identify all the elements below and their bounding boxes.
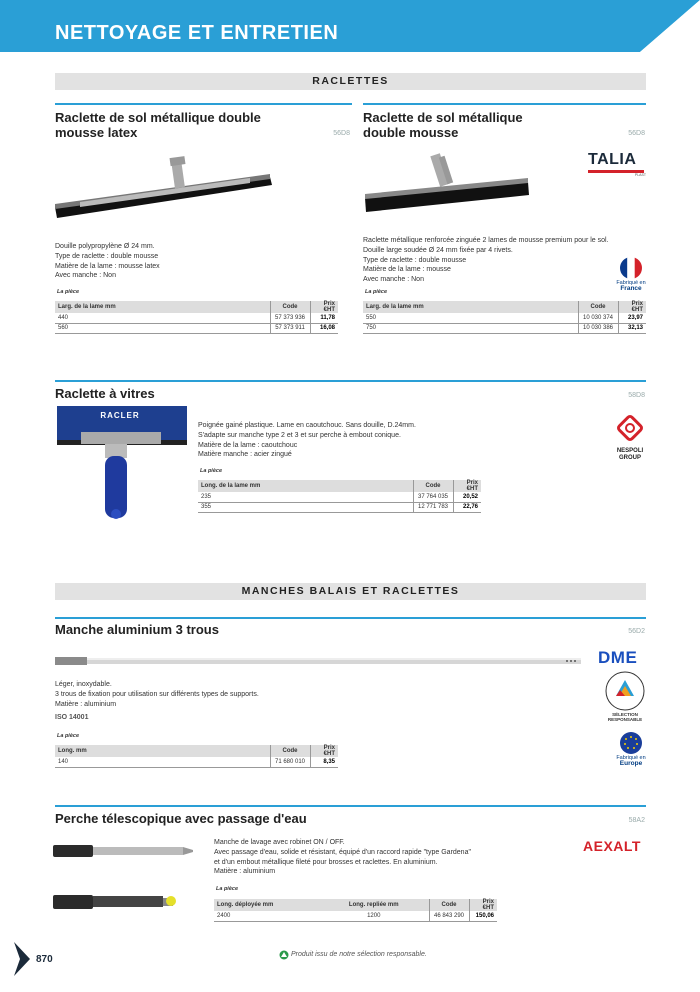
brand-logo-dme: DME (598, 648, 638, 667)
price-table: Long. de la lame mm Code Prix €HT 235 37 764 035 20,52 355 12 771 783 22,76 (198, 480, 481, 513)
unit-label: La pièce (57, 289, 80, 295)
table-row: 750 10 030 386 32,13 (363, 323, 646, 333)
page-marker-icon (14, 942, 30, 976)
price-table: Larg. de la lame mm Code Prix €HT 550 10 030 374 23,97 750 10 030 386 32,13 (363, 301, 646, 334)
table-row: 140 71 680 010 8,35 (55, 757, 338, 767)
divider-rule (55, 617, 646, 619)
squeegee-image (363, 150, 533, 220)
brand-logo-talia: TALIA PLAST (588, 151, 646, 177)
product-ref: 58A2 (628, 817, 645, 824)
product-title: Manche aluminium 3 trous (55, 622, 219, 637)
product-title: Raclette à vitres (55, 386, 155, 401)
france-flag-icon (620, 257, 642, 279)
product-ref: 56D2 (628, 628, 645, 635)
handle-image (55, 654, 583, 668)
product-title: Raclette de sol métallique double mousse latex (55, 110, 261, 140)
product-ref: 56D8 (333, 130, 350, 137)
price-table: Long. mm Code Prix €HT 140 71 680 010 8,35 (55, 745, 338, 768)
product-title: Raclette de sol métallique double mousse (363, 110, 523, 140)
brand-logo-aexalt: AEXALT (583, 838, 641, 854)
origin-label: Fabriqué en Europe (616, 755, 646, 767)
divider-rule (55, 103, 352, 105)
origin-label: Fabriqué en France (616, 280, 646, 292)
product-ref: 56D8 (628, 130, 645, 137)
page-title: NETTOYAGE ET ENTRETIEN (55, 22, 339, 44)
iso-label: ISO 14001 (55, 714, 89, 721)
unit-label: La pièce (216, 886, 239, 892)
divider-rule (363, 103, 646, 105)
europe-flag-icon (620, 732, 642, 754)
unit-label: La pièce (57, 733, 80, 739)
section-band-raclettes: RACLETTES (55, 73, 646, 90)
brand-logo-nespoli: NESPOLI GROUP (610, 413, 650, 462)
footer-note: Produit issu de notre sélection responsable. (291, 951, 427, 958)
product-ref: 58D8 (628, 392, 645, 399)
nespoli-icon (615, 413, 645, 443)
table-row: 2400 1200 46 843 290 150,06 (214, 911, 497, 921)
product-description: Léger, inoxydable. 3 trous de fixation pour utilisation sur différents types de supports. Matière : aluminium (55, 681, 259, 708)
table-row: 560 57 373 911 16,08 (55, 323, 338, 333)
responsable-icon (279, 950, 289, 960)
section-band-manches: MANCHES BALAIS ET RACLETTES (55, 583, 646, 600)
telescopic-pole-image (53, 840, 198, 915)
product-description: Manche de lavage avec robinet ON / OFF. Avec passage d'eau, solide et résistant, équipé d'un raccord rapide "type Gardena" et d'un embout métallique fileté pour brosses et raclettes. En aluminium. Matière : aluminium (214, 839, 471, 876)
selection-responsable-badge-icon (604, 670, 646, 712)
unit-label: La pièce (200, 468, 223, 474)
product-description: Douille polypropylène Ø 24 mm. Type de raclette : double mousse Matière de la lame : mousse latex Avec manche : Non (55, 243, 160, 280)
table-row: 235 37 764 035 20,52 (198, 492, 481, 502)
table-row: 550 10 030 374 23,97 (363, 313, 646, 323)
divider-rule (55, 380, 646, 382)
product-label: RACLER (100, 411, 140, 420)
product-title: Perche télescopique avec passage d'eau (55, 811, 307, 826)
price-table: Larg. de la lame mm Code Prix €HT 440 57 373 936 11,78 560 57 373 911 16,08 (55, 301, 338, 334)
price-table: Long. déployée mm Long. repliée mm Code Prix €HT 2400 1200 46 843 290 150,06 (214, 899, 497, 922)
product-description: Raclette métallique renforcée zinguée 2 lames de mousse premium pour le sol. Douille large soudée Ø 24 mm fixée par 4 rivets. Type de raclette : double mousse Matière de la lame : mousse Avec manche : Non (363, 237, 609, 284)
page-number: 870 (36, 954, 53, 965)
product-description: Poignée gainé plastique. Lame en caoutchouc. Sans douille, D.24mm. S'adapte sur manche type 2 et 3 et sur perche à embout conique. Matière de la lame : caoutchouc Matière manche : acier zingué (198, 422, 416, 459)
unit-label: La pièce (365, 289, 388, 295)
badge-label: SÉLECTION RESPONSABLE (607, 712, 643, 722)
divider-rule (55, 805, 646, 807)
table-row: 355 12 771 783 22,76 (198, 502, 481, 512)
window-squeegee-image (55, 404, 190, 524)
squeegee-image (50, 152, 275, 224)
table-row: 440 57 373 936 11,78 (55, 313, 338, 323)
